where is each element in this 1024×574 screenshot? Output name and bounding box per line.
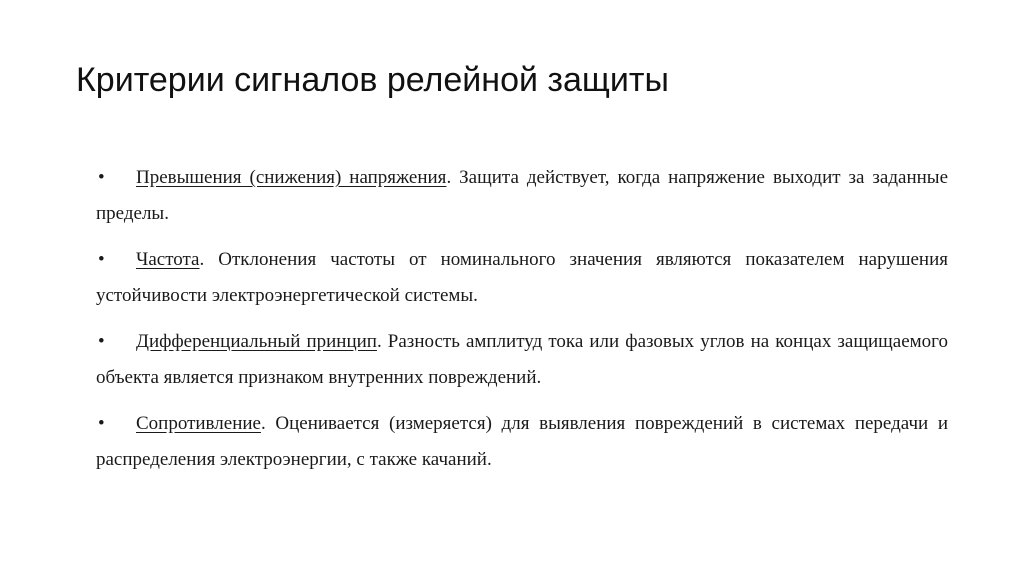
bullet-item-voltage	[96, 160, 948, 232]
bullet-term-frequency: Частота	[136, 249, 200, 270]
bullet-term-voltage: Превышения (снижения) напряжения	[136, 167, 447, 188]
bullet-term-resistance: Сопротивление	[136, 413, 261, 434]
bullet-item-differential	[96, 324, 948, 396]
bullet-item-resistance	[96, 406, 948, 478]
bullet-text-frequency: . Отклонения частоты от номинального значения являются показателем нарушения устойчивости электроэнергетической системы.	[96, 249, 948, 306]
bullet-term-differential: Дифференциальный принцип	[136, 331, 377, 352]
bullet-text-voltage: . Защита действует, когда напряжение выходит за заданные пределы.	[96, 167, 948, 224]
bullet-marker: •	[98, 413, 105, 434]
bullet-list	[96, 160, 948, 488]
bullet-marker: •	[98, 331, 105, 352]
bullet-text-resistance: . Оценивается (измеряется) для выявления повреждений в системах передачи и распределения электроэнергии, с также качаний.	[96, 413, 948, 470]
slide-title: Критерии сигналов релейной защиты	[76, 61, 669, 99]
bullet-item-frequency	[96, 242, 948, 314]
bullet-marker: •	[98, 167, 105, 188]
bullet-text-differential: . Разность амплитуд тока или фазовых углов на концах защищаемого объекта является признаком внутренних повреждений.	[96, 331, 948, 388]
bullet-marker: •	[98, 249, 105, 270]
